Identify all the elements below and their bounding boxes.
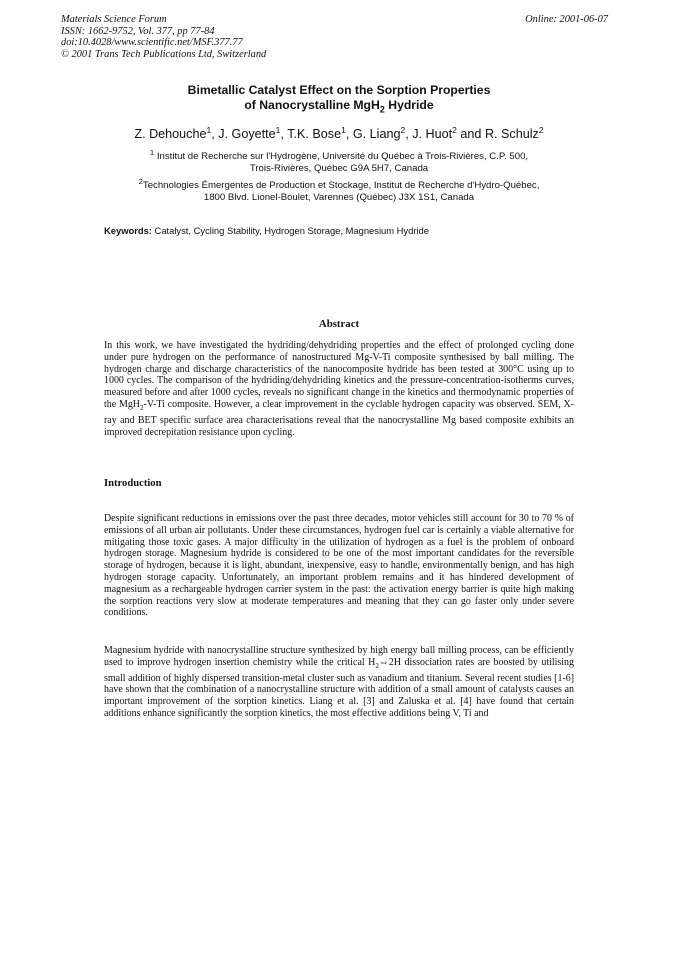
author: Z. Dehouche$^1$, [134, 124, 219, 141]
affiliation-1: $^1$ Institut de Recherche sur l'Hydrogène, Université du Québec à Trois-Rivières, C.P. 500, Trois-Rivières, Québec G9A 5H7, Canada [149, 147, 529, 174]
journal-header [61, 14, 266, 60]
paper-title [0, 83, 678, 117]
doi-line[interactable]: doi:10.4028/www.scientific.net/MSF.377.77 [61, 37, 243, 49]
abstract-heading: Abstract [318, 318, 360, 330]
author: R. Schulz$^2$ [484, 124, 544, 141]
online-date: Online: 2001-06-07 [525, 14, 608, 25]
introduction-paragraph-2: Magnesium hydride with nanocrystalline structure synthesized by high energy ball milling process, can be efficiently used to improve hydrogen insertion chemistry while the critical $H_2\Leftrightarrow 2H$ dissociation rates are boosted by utilising small addition of highly dispersed transition-metal cluster such as vanadium and titanium. Several recent studies [1-6] have shown that the combination of a nanocrystalline structure with addition of a small amount of catalysts causes an important improvement of the sorption kinetics. Liang et al. [3] and Zaluska et al. [4] have found that certain additions enhance significantly the sorption kinetics, the most effective additions being V, Ti and [104, 645, 574, 719]
keywords-text: Catalyst, Cycling Stability, Hydrogen Storage, Magnesium Hydride [151, 225, 429, 236]
journal-name: Materials Science Forum [61, 14, 167, 25]
title-line-2: of Nanocrystalline MgH$_2$ Hydride [244, 98, 434, 115]
issn-line: ISSN: 1662-9752, Vol. 377, pp 77-84 [61, 25, 215, 37]
abstract-text: In this work, we have investigated the hydriding/dehydriding properties and the effect of prolonged cycling done under pure hydrogen on the performance of nanostructured Mg-V-Ti composite synthesised by ball milling. The hydrogen charge and discharge characteristics of the nanocomposite hydride has been tested at 300°C using up to 1000 cycles. The comparison of the hydriding/dehydriding kinetics and the pressure-concentration-isotherms curves, measured before and after 1000 cycles, reveals no significant change in the kinetics and thermodynamic properties of the MgH$_2$-V-Ti composite. However, a clear improvement in the cyclable hydrogen capacity was observed. SEM, X-ray and BET specific surface area characterisations reveal that the nanocrystalline Mg based composite exhibits an improved decrepitation resistance upon cycling. [104, 340, 574, 438]
author: J. Goyette$^1$, [218, 124, 288, 141]
author-list [0, 124, 678, 141]
author: G. Liang$^2$, [352, 124, 413, 141]
keywords [104, 225, 429, 236]
author: J. Huot$^2$ and [412, 124, 485, 141]
introduction-paragraph-1: Despite significant reductions in emissions over the past three decades, motor vehicles still account for 30 to 70 % of emissions of all urban air pollutants. Under these circumstances, hydrogen fuel car is certainly a viable alternative for mitigating those toxic gases. A major difficulty in the utilization of hydrogen as a fuel is the problem of onboard hydrogen storage. Magnesium hydride is considered to be one of the most important candidates for the reversible storage of hydrogen, because it is light, abundant, inexpensive, easy to handle, environmentally benign, and has high hydrogen storage capacity. Unfortunately, an important problem remains and it has hindered development of magnesium as a rechargeable hydrogen carrier system in the past: the activation energy barrier is quite high making the sorption reactions very slow at moderate temperatures and meaning that they can go faster only under severe conditions. [104, 513, 574, 619]
title-line-1: Bimetallic Catalyst Effect on the Sorption Properties [187, 83, 491, 97]
copyright-line: © 2001 Trans Tech Publications Ltd, Switzerland [61, 48, 267, 60]
introduction-heading: Introduction [104, 478, 162, 489]
affiliation-2: $^2$Technologies Émergentes de Production et Stockage, Institut de Recherche d'Hydro-Québec, 1800 Blvd. Lionel-Boulet, Varennes (Québec) J3X 1S1, Canada [138, 176, 540, 203]
keywords-label: Keywords: [104, 225, 152, 236]
author: T.K. Bose$^1$, [287, 124, 353, 141]
